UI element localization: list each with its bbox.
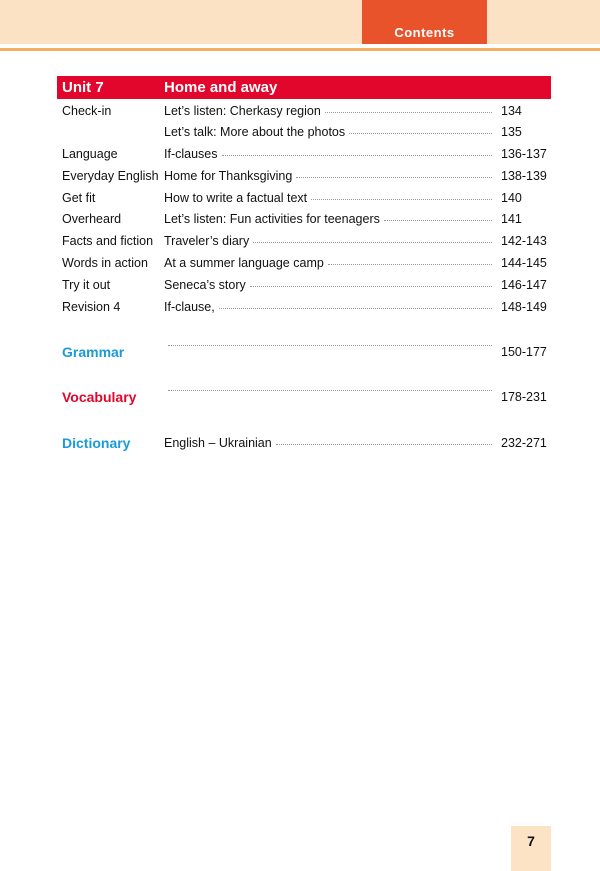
- toc-section: Overheard: [62, 212, 122, 226]
- toc-row: [0, 191, 600, 211]
- toc-section: Everyday English: [62, 169, 159, 183]
- toc-row: [0, 436, 600, 456]
- header-rule: [0, 48, 600, 51]
- toc-pages: 136-137: [501, 147, 547, 161]
- dot-leader: [219, 300, 492, 309]
- toc-section: Words in action: [62, 256, 148, 270]
- toc-section: Grammar: [62, 344, 125, 360]
- toc-pages: 134: [501, 104, 522, 118]
- toc-section: Facts and fiction: [62, 234, 154, 248]
- toc-pages: 138-139: [501, 169, 547, 183]
- unit-title: Home and away: [164, 79, 278, 96]
- dot-leader: [384, 212, 492, 221]
- toc-row: [0, 256, 600, 276]
- toc-pages: 232-271: [501, 436, 547, 450]
- toc-row: [0, 234, 600, 254]
- toc-row: [0, 169, 600, 189]
- toc-topic: Traveler’s diary: [164, 234, 250, 248]
- toc-row: [0, 104, 600, 124]
- toc-pages: 148-149: [501, 300, 547, 314]
- dot-leader: [253, 234, 492, 243]
- toc-section: Try it out: [62, 278, 111, 292]
- toc-section: Language: [62, 147, 118, 161]
- toc-row: [0, 345, 600, 365]
- toc-topic: English – Ukrainian: [164, 436, 272, 450]
- dot-leader: [349, 125, 492, 134]
- header-band: [0, 0, 600, 44]
- toc-row: [0, 147, 600, 167]
- toc-pages: 146-147: [501, 278, 547, 292]
- dot-leader: [325, 104, 492, 113]
- toc-section: Check-in: [62, 104, 112, 118]
- toc-topic: If-clause,: [164, 300, 215, 314]
- toc-pages: 142-143: [501, 234, 547, 248]
- dot-leader: [168, 345, 492, 346]
- toc-row: [0, 125, 600, 145]
- unit-header: [57, 76, 551, 99]
- page-number: 7: [511, 826, 551, 871]
- toc-pages: 140: [501, 191, 522, 205]
- dot-leader: [168, 390, 492, 391]
- dot-leader: [296, 169, 492, 178]
- dot-leader: [328, 256, 492, 265]
- toc-topic: At a summer language camp: [164, 256, 324, 270]
- toc-topic: Let’s listen: Fun activities for teenagers: [164, 212, 380, 226]
- toc-row: [0, 390, 600, 410]
- dot-leader: [222, 147, 493, 156]
- toc-row: [0, 300, 600, 320]
- unit-label: Unit 7: [62, 79, 104, 96]
- toc-row: [0, 278, 600, 298]
- toc-section: Dictionary: [62, 435, 131, 451]
- toc-pages: 144-145: [501, 256, 547, 270]
- toc-section: Vocabulary: [62, 389, 137, 405]
- toc-pages: 178-231: [501, 390, 547, 404]
- toc-pages: 135: [501, 125, 522, 139]
- toc-topic: How to write a factual text: [164, 191, 308, 205]
- dot-leader: [250, 278, 492, 287]
- toc-pages: 150-177: [501, 345, 547, 359]
- toc-section: Get fit: [62, 191, 96, 205]
- dot-leader: [311, 191, 492, 200]
- toc-pages: 141: [501, 212, 522, 226]
- toc-topic: Home for Thanksgiving: [164, 169, 293, 183]
- toc-topic: Let’s talk: More about the photos: [164, 125, 346, 139]
- contents-tab: Contents: [362, 0, 487, 44]
- toc-topic: Seneca’s story: [164, 278, 246, 292]
- toc-section: Revision 4: [62, 300, 121, 314]
- toc-topic: Let’s listen: Cherkasy region: [164, 104, 321, 118]
- toc-topic: If-clauses: [164, 147, 218, 161]
- dot-leader: [276, 436, 492, 445]
- toc-row: [0, 212, 600, 232]
